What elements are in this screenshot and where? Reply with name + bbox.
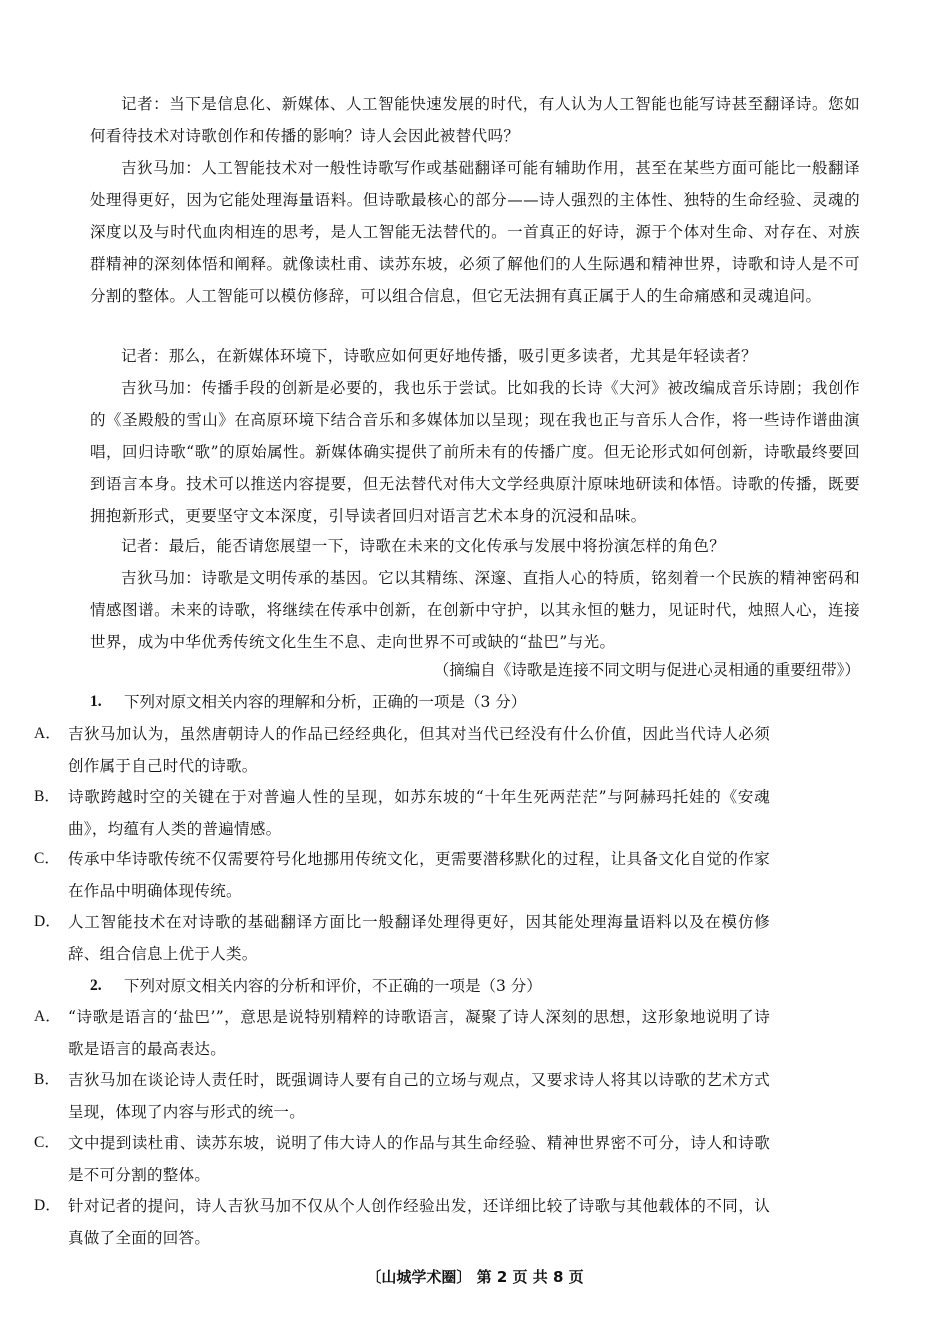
question-number: 2. [90,977,102,994]
source-citation: （摘编自《诗歌是连接不同文明与促进心灵相通的重要纽带》） [433,661,860,679]
option-letter: D． [34,913,61,930]
option-text: 人工智能技术在对诗歌的基础翻译方面比一般翻译处理得更好，因其能处理海量语料以及在模仿修辞、组合信息上优于人类。 [68,913,770,963]
option-2d [34,1190,770,1254]
passage-paragraph: 记者：那么，在新媒体环境下，诗歌应如何更好地传播，吸引更多读者，尤其是年轻读者？ [121,347,758,365]
option-letter: A． [34,725,61,742]
question-number: 1. [90,693,102,710]
option-letter: B． [34,788,60,805]
option-text: 吉狄马加在谈论诗人责任时，既强调诗人要有自己的立场与观点，又要求诗人将其以诗歌的艺术方式呈现，体现了内容与形式的统一。 [68,1071,770,1121]
option-letter: B． [34,1071,60,1088]
option-letter: C． [34,850,60,867]
option-text: 诗歌跨越时空的关键在于对普遍人性的呈现，如苏东坡的“十年生死两茫茫”与阿赫玛托娃的《安魂曲》，均蕴有人类的普遍情感。 [68,788,770,838]
option-text: 针对记者的提问，诗人吉狄马加不仅从个人创作经验出发，还详细比较了诗歌与其他载体的不同，认真做了全面的回答。 [68,1197,770,1247]
page-footer: 〔山城学术圈〕 第 2 页 共 8 页 [366,1268,584,1286]
option-letter: A． [34,1008,61,1025]
option-text: 文中提到读杜甫、读苏东坡，说明了伟大诗人的作品与其生命经验、精神世界密不可分，诗人和诗歌是不可分割的整体。 [68,1134,770,1184]
question-stem: 下列对原文相关内容的理解和分析，正确的一项是（3 分） [124,693,527,711]
passage-paragraph: 吉狄马加：传播手段的创新是必要的，我也乐于尝试。比如我的长诗《大河》被改编成音乐诗剧；我创作的《圣殿般的雪山》在高原环境下结合音乐和多媒体加以呈现；现在我也正与音乐人合作，将一些诗作谱曲演唱，回归诗歌“歌”的原始属性。新媒体确实提供了前所未有的传播广度。但无论形式如何创新，诗歌最终要回到语言本身。技术可以推送内容提要，但无法替代对伟大文学经典原汁原味地研读和体悟。诗歌的传播，既要拥抱新形式，更要坚守文本深度，引导读者回归对语言艺术本身的沉浸和品味。 [90,379,860,525]
option-1c [34,843,770,907]
option-letter: C． [34,1134,60,1151]
passage-paragraph: 吉狄马加：诗歌是文明传承的基因。它以其精练、深邃、直指人心的特质，铭刻着一个民族的精神密码和情感图谱。未来的诗歌，将继续在传承中创新，在创新中守护，以其永恒的魅力，见证时代，烛照人心，连接世界，成为中华优秀传统文化生生不息、走向世界不可或缺的“盐巴”与光。 [90,569,860,651]
option-1b [34,781,770,845]
option-2a [34,1001,770,1065]
option-2b [34,1064,770,1128]
option-1a [34,718,770,782]
option-text: 传承中华诗歌传统不仅需要符号化地挪用传统文化，更需要潜移默化的过程，让具备文化自觉的作家在作品中明确体现传统。 [68,850,770,900]
option-text: “诗歌是语言的‘盐巴’”，意思是说特别精粹的诗歌语言，凝聚了诗人深刻的思想，这形象地说明了诗歌是语言的最高表达。 [68,1008,770,1058]
passage-paragraph: 吉狄马加：人工智能技术对一般性诗歌写作或基础翻译可能有辅助作用，甚至在某些方面可能比一般翻译处理得更好，因为它能处理海量语料。但诗歌最核心的部分——诗人强烈的主体性、独特的生命经验、灵魂的深度以及与时代血肉相连的思考，是人工智能无法替代的。一首真正的好诗，源于个体对生命、对存在、对族群精神的深刻体悟和阐释。就像读杜甫、读苏东坡，必须了解他们的人生际遇和精神世界，诗歌和诗人是不可分割的整体。人工智能可以模仿修辞，可以组合信息，但它无法拥有真正属于人的生命痛感和灵魂追问。 [90,159,860,305]
option-2c [34,1127,770,1191]
option-text: 吉狄马加认为，虽然唐朝诗人的作品已经经典化，但其对当代已经没有什么价值，因此当代诗人必须创作属于自己时代的诗歌。 [68,725,770,775]
option-letter: D． [34,1197,61,1214]
passage-paragraph: 记者：当下是信息化、新媒体、人工智能快速发展的时代，有人认为人工智能也能写诗甚至翻译诗。您如何看待技术对诗歌创作和传播的影响？诗人会因此被替代吗？ [90,95,860,145]
option-1d [34,906,770,970]
question-stem: 下列对原文相关内容的分析和评价，不正确的一项是（3 分） [124,977,542,995]
passage-paragraph: 记者：最后，能否请您展望一下，诗歌在未来的文化传承与发展中将扮演怎样的角色？ [121,537,726,555]
